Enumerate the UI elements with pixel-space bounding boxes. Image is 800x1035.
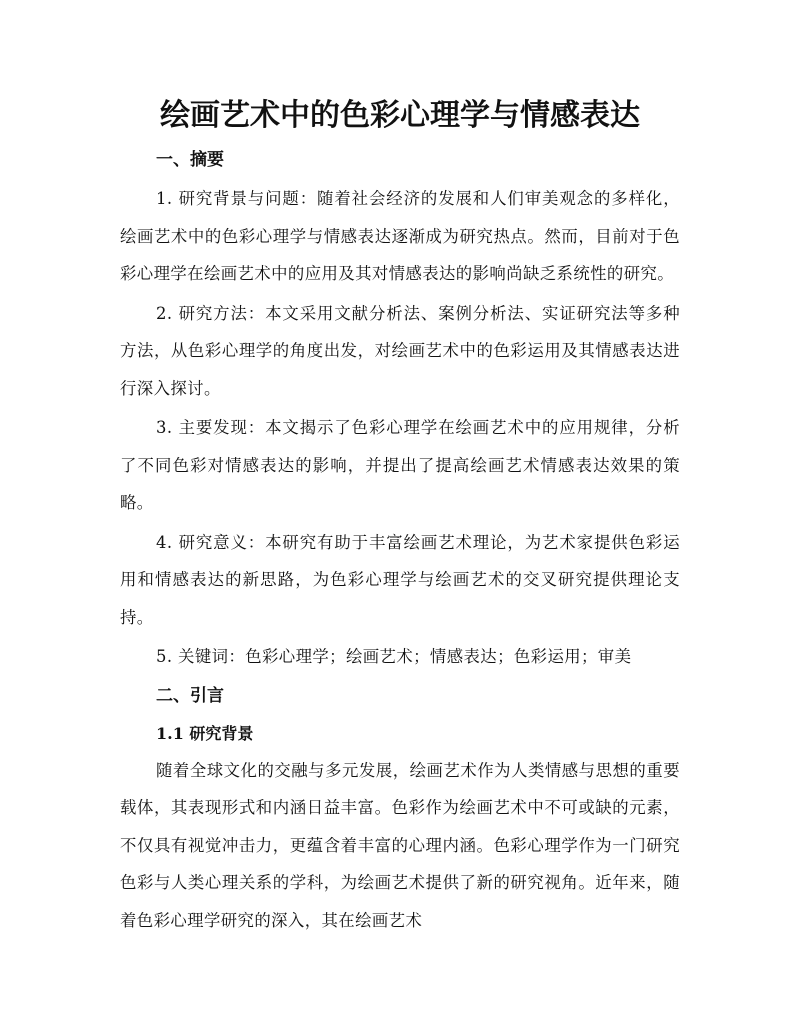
subsection-heading-background: 1.1 研究背景 [156, 723, 254, 743]
abstract-paragraph-findings: 3. 主要发现：本文揭示了色彩心理学在绘画艺术中的应用规律，分析了不同色彩对情感表达的影响，并提出了提高绘画艺术情感表达效果的策略。 [120, 418, 680, 512]
abstract-paragraph-keywords: 5. 关键词：色彩心理学；绘画艺术；情感表达；色彩运用；审美 [156, 647, 632, 666]
introduction-paragraph: 随着全球文化的交融与多元发展，绘画艺术作为人类情感与思想的重要载体，其表现形式和内涵日益丰富。色彩作为绘画艺术中不可或缺的元素，不仅具有视觉冲击力，更蕴含着丰富的心理内涵。色彩心理学作为一门研究色彩与人类心理关系的学科，为绘画艺术提供了新的研究视角。近年来，随着色彩心理学研究的深入，其在绘画艺术 [120, 760, 680, 930]
section-heading-abstract: 一、摘要 [156, 150, 224, 170]
document-title: 绘画艺术中的色彩心理学与情感表达 [160, 98, 640, 133]
abstract-paragraph-significance: 4. 研究意义：本研究有助于丰富绘画艺术理论，为艺术家提供色彩运用和情感表达的新思路，为色彩心理学与绘画艺术的交叉研究提供理论支持。 [120, 532, 680, 627]
abstract-paragraph-background: 1. 研究背景与问题：随着社会经济的发展和人们审美观念的多样化，绘画艺术中的色彩心理学与情感表达逐渐成为研究热点。然而，目前对于色彩心理学在绘画艺术中的应用及其对情感表达的影响尚缺乏系统性的研究。 [120, 189, 680, 283]
section-heading-introduction: 二、引言 [156, 685, 224, 706]
abstract-paragraph-methods: 2. 研究方法：本文采用文献分析法、案例分析法、实证研究法等多种方法，从色彩心理学的角度出发，对绘画艺术中的色彩运用及其情感表达进行深入探讨。 [120, 303, 680, 398]
